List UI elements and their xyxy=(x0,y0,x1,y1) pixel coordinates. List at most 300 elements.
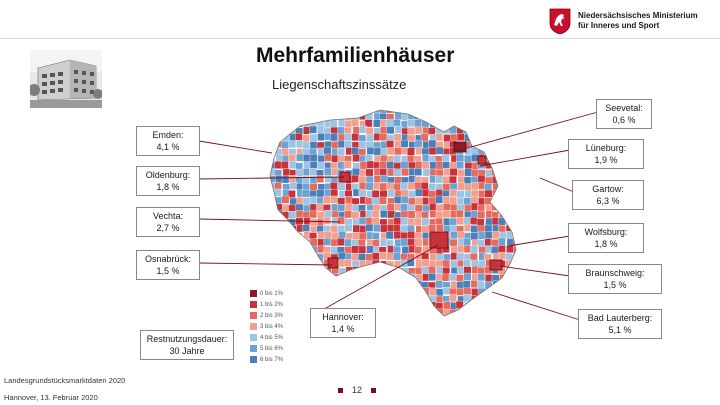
municipality-cell xyxy=(282,126,289,133)
municipality-cell xyxy=(443,302,450,309)
municipality-cell xyxy=(296,113,303,120)
callout-lueneburg xyxy=(568,139,644,169)
municipality-cell xyxy=(365,198,372,205)
municipality-cell xyxy=(458,232,465,239)
municipality-cell xyxy=(344,161,351,168)
municipality-cell xyxy=(498,203,505,210)
municipality-cell xyxy=(463,260,470,267)
municipality-cell xyxy=(393,253,400,260)
municipality-cell xyxy=(443,113,450,120)
municipality-cell xyxy=(338,183,345,190)
callout-bad-lauterberg-value: 5,1 % xyxy=(608,325,632,335)
municipality-cell xyxy=(359,246,366,253)
municipality-cell xyxy=(408,317,415,322)
municipality-cell xyxy=(484,295,491,302)
municipality-cell xyxy=(450,189,457,196)
municipality-cell xyxy=(478,134,485,141)
callout-wolfsburg-name: Wolfsburg: xyxy=(584,227,628,237)
municipality-cell xyxy=(514,288,521,295)
municipality-cell xyxy=(498,176,505,183)
municipality-cell xyxy=(423,169,430,176)
municipality-cell xyxy=(309,211,316,218)
municipality-cell xyxy=(471,316,478,322)
municipality-cell xyxy=(316,261,323,268)
municipality-cell xyxy=(337,238,344,245)
municipality-cell xyxy=(435,176,442,183)
municipality-cell xyxy=(295,268,302,275)
municipality-cell xyxy=(394,134,401,141)
municipality-cell xyxy=(415,197,422,204)
municipality-cell xyxy=(507,267,514,274)
slide-subtitle: Liegenschaftszinssätze xyxy=(272,77,407,92)
municipality-cell xyxy=(471,190,478,197)
municipality-cell xyxy=(346,282,353,289)
municipality-cell xyxy=(372,280,379,287)
municipality-cell xyxy=(422,302,429,309)
municipality-cell xyxy=(449,105,456,112)
municipality-cell xyxy=(269,274,276,281)
municipality-cell xyxy=(493,140,500,147)
municipality-cell xyxy=(359,126,366,133)
municipality-cell xyxy=(318,133,325,140)
municipality-cell xyxy=(465,190,472,197)
legend-label: 2 bis 3% xyxy=(260,312,284,319)
municipality-cell xyxy=(485,134,492,141)
municipality-cell xyxy=(436,120,443,127)
municipality-cell xyxy=(310,114,317,121)
seevetal-marker xyxy=(454,142,466,152)
municipality-cell xyxy=(381,225,388,232)
municipality-cell xyxy=(436,281,443,288)
municipality-cell xyxy=(493,295,500,302)
page-square-left xyxy=(338,388,343,393)
municipality-cell xyxy=(366,287,373,294)
municipality-cell xyxy=(498,310,505,317)
municipality-cell xyxy=(359,190,366,197)
municipality-cell xyxy=(498,303,505,310)
municipality-cell xyxy=(506,197,513,204)
callout-bad-lauterberg xyxy=(578,309,662,339)
municipality-cell xyxy=(512,212,519,219)
municipality-cell xyxy=(492,113,499,120)
municipality-cell xyxy=(331,112,338,119)
municipality-cell xyxy=(422,189,429,196)
municipality-cell xyxy=(387,274,394,281)
municipality-cell xyxy=(338,106,345,113)
municipality-cell xyxy=(324,168,331,175)
municipality-cell xyxy=(325,154,332,161)
municipality-cell xyxy=(352,274,359,281)
municipality-cell xyxy=(492,302,499,309)
municipality-cell xyxy=(351,253,358,260)
municipality-cell xyxy=(408,127,415,134)
lueneburg-marker xyxy=(478,156,486,164)
callout-lueneburg-value: 1,9 % xyxy=(594,155,618,165)
municipality-cell xyxy=(505,170,512,177)
municipality-cell xyxy=(471,233,478,240)
municipality-cell xyxy=(352,233,359,240)
municipality-cell xyxy=(463,105,470,112)
municipality-cell xyxy=(471,211,478,218)
municipality-cell xyxy=(372,210,379,217)
municipality-cell xyxy=(471,107,478,114)
municipality-cell xyxy=(345,196,352,203)
municipality-cell xyxy=(407,259,414,266)
municipality-cell xyxy=(506,120,513,127)
municipality-cell xyxy=(465,169,472,176)
municipality-cell xyxy=(281,161,288,168)
municipality-cell xyxy=(512,162,519,169)
municipality-cell xyxy=(289,105,296,112)
municipality-cell xyxy=(388,190,395,197)
municipality-cell xyxy=(381,316,388,322)
municipality-cell xyxy=(310,266,317,273)
municipality-cell xyxy=(485,126,492,133)
municipality-cell xyxy=(304,162,311,169)
municipality-cell xyxy=(486,218,493,225)
municipality-cell xyxy=(274,114,281,121)
municipality-cell xyxy=(470,113,477,120)
municipality-cell xyxy=(296,105,303,112)
municipality-cell xyxy=(330,120,337,127)
municipality-cell xyxy=(485,177,492,184)
legend-item xyxy=(250,343,320,354)
municipality-cell xyxy=(380,296,387,303)
municipality-cell xyxy=(345,294,352,301)
municipality-cell xyxy=(442,260,449,267)
municipality-cell xyxy=(366,169,373,176)
municipality-cell xyxy=(492,316,499,322)
municipality-cell xyxy=(457,267,464,274)
municipality-cell xyxy=(443,316,450,322)
municipality-cell xyxy=(309,126,316,133)
municipality-cell xyxy=(514,267,521,274)
municipality-cell xyxy=(281,252,288,259)
municipality-cell xyxy=(499,127,506,134)
municipality-cell xyxy=(275,127,282,134)
callout-bad-lauterberg-name: Bad Lauterberg: xyxy=(587,313,653,323)
municipality-cell xyxy=(303,113,310,120)
municipality-cell xyxy=(310,134,317,141)
municipality-cell xyxy=(318,267,325,274)
municipality-cell xyxy=(414,120,421,127)
municipality-cell xyxy=(268,113,275,120)
municipality-cell xyxy=(402,289,409,296)
municipality-cell xyxy=(470,246,477,253)
municipality-cell xyxy=(408,288,415,295)
footer-date: Hannover, 13. Februar 2020 xyxy=(4,393,98,402)
municipality-cell xyxy=(471,309,478,316)
municipality-cell xyxy=(282,196,289,203)
municipality-cell xyxy=(478,175,485,182)
municipality-cell xyxy=(268,120,275,127)
municipality-cell xyxy=(485,274,492,281)
municipality-cell xyxy=(514,170,521,177)
municipality-cell xyxy=(283,267,290,274)
municipality-cell xyxy=(366,254,373,261)
municipality-cell xyxy=(401,169,408,176)
callout-emden-value: 4,1 % xyxy=(156,142,180,152)
municipality-cell xyxy=(479,309,486,316)
municipality-cell xyxy=(358,281,365,288)
callout-seevetal-name: Seevetal: xyxy=(605,103,643,113)
municipality-cell xyxy=(387,162,394,169)
municipality-cell xyxy=(324,294,331,301)
municipality-cell xyxy=(345,204,352,211)
municipality-cell xyxy=(472,134,479,141)
municipality-cell xyxy=(281,247,288,254)
municipality-cell xyxy=(514,191,521,198)
municipality-cell xyxy=(500,121,507,128)
municipality-cell xyxy=(470,217,477,224)
legend-swatch xyxy=(250,334,257,341)
municipality-cell xyxy=(323,107,330,114)
municipality-cell xyxy=(401,239,408,246)
municipality-cell xyxy=(296,154,303,161)
municipality-cell xyxy=(400,204,407,211)
municipality-cell xyxy=(500,141,507,148)
municipality-cell xyxy=(430,254,437,261)
municipality-cell xyxy=(514,135,521,142)
municipality-cell xyxy=(400,296,407,303)
municipality-cell xyxy=(352,106,359,113)
municipality-cell xyxy=(289,211,296,218)
municipality-cell xyxy=(506,281,513,288)
municipality-cell xyxy=(393,246,400,253)
municipality-cell xyxy=(352,295,359,302)
municipality-cell xyxy=(394,148,401,155)
municipality-cell xyxy=(269,176,276,183)
municipality-cell xyxy=(436,289,443,296)
municipality-cell xyxy=(513,225,520,232)
municipality-cell xyxy=(407,309,414,316)
municipality-cell xyxy=(471,127,478,134)
municipality-cell xyxy=(379,281,386,288)
municipality-cell xyxy=(366,135,373,142)
municipality-cell xyxy=(386,141,393,148)
municipality-cell xyxy=(429,288,436,295)
municipality-cell xyxy=(269,212,276,219)
callout-restnutzungsdauer xyxy=(140,330,234,360)
municipality-cell xyxy=(388,211,395,218)
municipality-cell xyxy=(478,120,485,127)
municipality-cell xyxy=(303,239,310,246)
municipality-cell xyxy=(471,288,478,295)
municipality-cell xyxy=(484,303,491,310)
callout-gartow-value: 6,3 % xyxy=(596,196,620,206)
municipality-cell xyxy=(513,183,520,190)
municipality-cell xyxy=(457,253,464,260)
municipality-cell xyxy=(296,245,303,252)
municipality-cell xyxy=(379,252,386,259)
municipality-cell xyxy=(478,302,485,309)
municipality-cell xyxy=(380,133,387,140)
municipality-cell xyxy=(506,142,513,149)
municipality-cell xyxy=(505,184,512,191)
municipality-cell xyxy=(330,247,337,254)
municipality-cell xyxy=(268,252,275,259)
municipality-cell xyxy=(394,296,401,303)
municipality-cell xyxy=(402,315,409,322)
municipality-cell xyxy=(400,281,407,288)
municipality-cell xyxy=(310,219,317,226)
municipality-cell xyxy=(464,267,471,274)
municipality-cell xyxy=(457,217,464,224)
municipality-cell xyxy=(470,253,477,260)
municipality-cell xyxy=(463,120,470,127)
municipality-cell xyxy=(353,154,360,161)
municipality-cell xyxy=(394,169,401,176)
municipality-cell xyxy=(465,113,472,120)
municipality-cell xyxy=(422,205,429,212)
municipality-cell xyxy=(499,170,506,177)
municipality-cell xyxy=(428,128,435,135)
page-indicator xyxy=(338,385,376,395)
municipality-cell xyxy=(289,141,296,148)
municipality-cell xyxy=(387,316,394,322)
municipality-cell xyxy=(493,135,500,142)
municipality-cell xyxy=(415,141,422,148)
municipality-cell xyxy=(303,246,310,253)
municipality-cell xyxy=(330,182,337,189)
municipality-cell xyxy=(506,128,513,135)
municipality-cell xyxy=(485,309,492,316)
municipality-cell xyxy=(513,261,520,268)
municipality-cell xyxy=(302,190,309,197)
municipality-cell xyxy=(276,154,283,161)
municipality-cell xyxy=(360,267,367,274)
municipality-cell xyxy=(479,315,486,322)
municipality-cell xyxy=(463,309,470,316)
municipality-cell xyxy=(477,140,484,147)
municipality-cell xyxy=(478,294,485,301)
municipality-cell xyxy=(372,253,379,260)
municipality-cell xyxy=(380,309,387,316)
municipality-cell xyxy=(401,217,408,224)
municipality-cell xyxy=(498,183,505,190)
municipality-cell xyxy=(365,295,372,302)
municipality-cell xyxy=(415,168,422,175)
municipality-cell xyxy=(309,275,316,282)
municipality-cell xyxy=(478,105,485,112)
municipality-cell xyxy=(393,120,400,127)
municipality-cell xyxy=(485,190,492,197)
municipality-cell xyxy=(422,218,429,225)
municipality-cell xyxy=(358,254,365,261)
municipality-cell xyxy=(422,107,429,114)
municipality-cell xyxy=(422,113,429,120)
municipality-cell xyxy=(290,120,297,127)
callout-gartow-name: Gartow: xyxy=(592,184,624,194)
municipality-cell xyxy=(513,198,520,205)
municipality-cell xyxy=(317,113,324,120)
municipality-cell xyxy=(464,198,471,205)
municipality-cell xyxy=(338,127,345,134)
callout-seevetal xyxy=(596,99,652,129)
municipality-cell xyxy=(436,211,443,218)
callout-emden-name: Emden: xyxy=(152,130,184,140)
callout-vechta-value: 2,7 % xyxy=(156,223,180,233)
municipality-cell xyxy=(450,218,457,225)
municipality-cell xyxy=(500,113,507,120)
municipality-cell xyxy=(380,267,387,274)
municipality-cell xyxy=(338,295,345,302)
municipality-cell xyxy=(310,239,317,246)
municipality-cell xyxy=(456,161,463,168)
municipality-cell xyxy=(289,267,296,274)
municipality-cell xyxy=(444,135,451,142)
municipality-cell xyxy=(492,203,499,210)
callout-emden xyxy=(136,126,200,156)
municipality-cell xyxy=(387,148,394,155)
horse-crest-icon xyxy=(548,7,572,35)
municipality-cell xyxy=(442,107,449,114)
municipality-cell xyxy=(506,245,513,252)
municipality-cell xyxy=(345,107,352,114)
apartment-building-photo xyxy=(30,50,102,108)
municipality-cell xyxy=(268,106,275,113)
municipality-cell xyxy=(456,301,463,308)
municipality-cell xyxy=(422,310,429,317)
municipality-cell xyxy=(269,238,276,245)
municipality-cell xyxy=(324,238,331,245)
municipality-cell xyxy=(457,315,464,322)
municipality-cell xyxy=(414,182,421,189)
municipality-cell xyxy=(422,246,429,253)
legend-label: 5 bis 6% xyxy=(260,345,284,352)
legend-label: 6 bis 7% xyxy=(260,356,284,363)
municipality-cell xyxy=(514,114,521,121)
municipality-cell xyxy=(289,175,296,182)
municipality-cell xyxy=(512,177,519,184)
municipality-cell xyxy=(372,275,379,282)
municipality-cell xyxy=(373,224,380,231)
municipality-cell xyxy=(506,190,513,197)
page-square-right xyxy=(371,388,376,393)
municipality-cell xyxy=(429,140,436,147)
municipality-cell xyxy=(394,231,401,238)
municipality-cell xyxy=(351,119,358,126)
municipality-cell xyxy=(295,233,302,240)
municipality-cell xyxy=(429,191,436,198)
legend-item xyxy=(250,354,320,365)
municipality-cell xyxy=(387,295,394,302)
municipality-cell xyxy=(352,246,359,253)
municipality-cell xyxy=(415,267,422,274)
municipality-cell xyxy=(309,106,316,113)
municipality-cell xyxy=(402,246,409,253)
municipality-cell xyxy=(429,147,436,154)
municipality-cell xyxy=(345,224,352,231)
legend-label: 1 bis 2% xyxy=(260,301,284,308)
municipality-cell xyxy=(303,253,310,260)
municipality-cell xyxy=(289,113,296,120)
municipality-cell xyxy=(275,106,282,113)
municipality-cell xyxy=(345,133,352,140)
municipality-cell xyxy=(276,176,283,183)
municipality-cell xyxy=(449,274,456,281)
municipality-cell xyxy=(478,232,485,239)
municipality-cell xyxy=(393,155,400,162)
municipality-cell xyxy=(400,275,407,282)
municipality-cell xyxy=(275,239,282,246)
municipality-cell xyxy=(415,309,422,316)
municipality-cell xyxy=(394,218,401,225)
municipality-cell xyxy=(337,148,344,155)
municipality-cell xyxy=(499,105,506,112)
callout-vechta-name: Vechta: xyxy=(152,211,184,221)
municipality-cell xyxy=(401,196,408,203)
